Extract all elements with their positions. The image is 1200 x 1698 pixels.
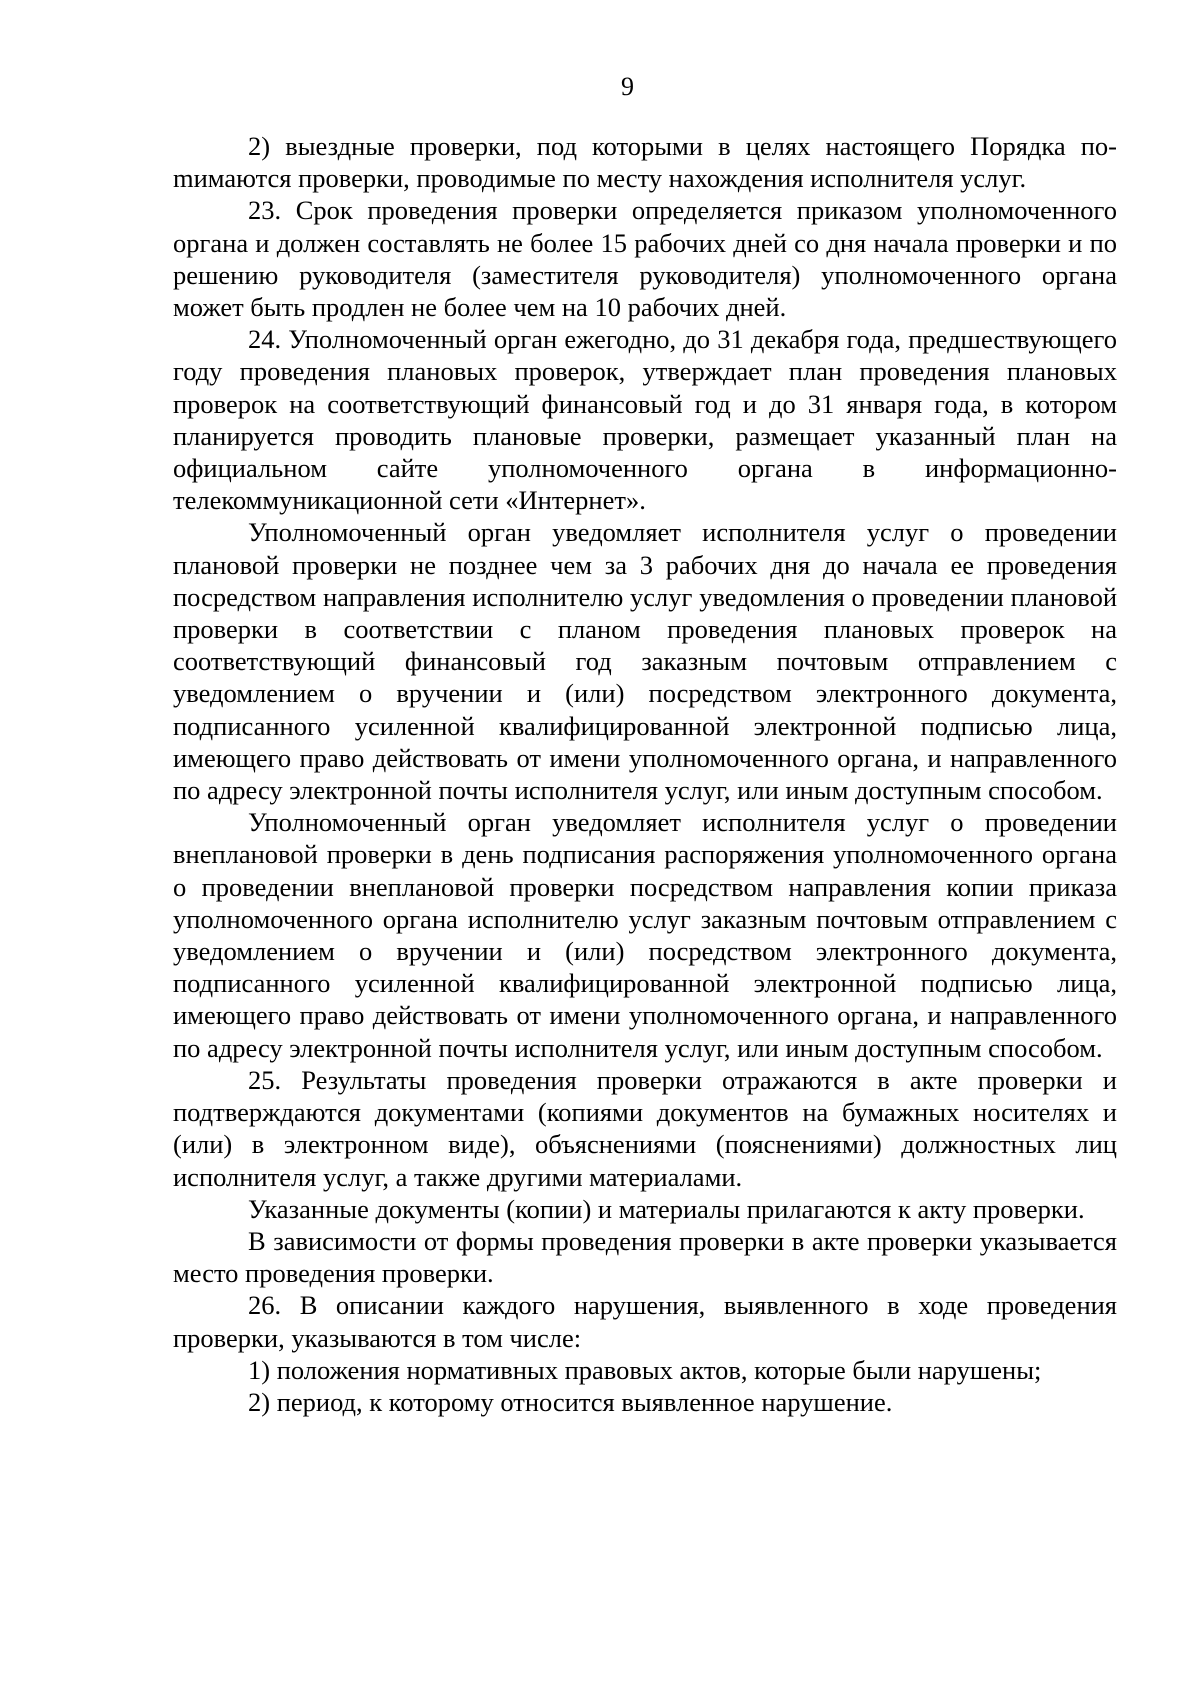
paragraph-26-item-2: 2) период, к которому относится выявленное нарушение.	[248, 1386, 893, 1417]
paragraph-22-item-2: 2) выездные проверки, под которыми в целях настоящего Порядка поmимаются проверки, проводимые по месту нахождения исполнителя услуг.	[173, 131, 1117, 194]
paragraph-25: 25. Результаты проведения проверки отражаются в акте проверки и подтверждаются документами (копиями документов на бумажных носителях и (или) в электронном виде), объяснениями (пояснениями) должностных лиц исполнителя услуг, а также другими материалами.	[173, 1064, 1117, 1192]
document-body	[173, 130, 1117, 1418]
paragraph-26-item-1: 1) положения нормативных правовых актов, которые были нарушены;	[248, 1354, 1042, 1385]
paragraph-planned-notice: Уполномоченный орган уведомляет исполнителя услуг о проведении плановой проверки не позднее чем за 3 рабочих дня до начала ее проведения посредством направления исполнителю услуг уведомления о проведении плановой проверки в соответствии с планом проведения плановых проверок на соответствующий финансовый год заказным почтовым отправлением с уведомлением о вручении и (или) посредством электронного документа, подписанного усиленной квалифицированной электронной подписью лица, имеющего право действовать от имени уполномоченного органа, и направленного по адресу электронной почты исполнителя услуг, или иным доступным способом.	[173, 517, 1117, 806]
paragraph-23: 23. Срок проведения проверки определяется приказом уполномоченного органа и должен составлять не более 15 рабочих дней со дня начала проверки и по решению руководителя (заместителя руководителя) уполномоченного органа может быть продлен не более чем на 10 рабочих дней.	[173, 195, 1117, 323]
paragraph-24: 24. Уполномоченный орган ежегодно, до 31 декабря года, предшествующего году проведения плановых проверок, утверждает план проведения плановых проверок на соответствующий финансовый год и до 31 января года, в котором планируется проводить плановые проверки, размещает указанный план на официальном сайте уполномоченного органа в информационно-телекоммуникационной сети «Интернет».	[173, 324, 1117, 516]
page-number: 9	[621, 72, 634, 101]
paragraph-unplanned-notice: Уполномоченный орган уведомляет исполнителя услуг о проведении внеплановой проверки в день подписания распоряжения уполномоченного органа о проведении внеплановой проверки посредством направления копии приказа уполномоченного органа исполнителю услуг заказным почтовым отправлением с уведомлением о вручении и (или) посредством электронного документа, подписанного усиленной квалифицированной электронной подписью лица, имеющего право действовать от имени уполномоченного органа, и направленного по адресу электронной почты исполнителя услуг, или иным доступным способом.	[173, 807, 1117, 1063]
paragraph-26: 26. В описании каждого нарушения, выявленного в ходе проведения проверки, указываются в том числе:	[173, 1290, 1117, 1353]
paragraph-attachments: Указанные документы (копии) и материалы прилагаются к акту проверки.	[248, 1193, 1085, 1224]
paragraph-inspection-place: В зависимости от формы проведения проверки в акте проверки указывается место проведения проверки.	[173, 1225, 1117, 1289]
